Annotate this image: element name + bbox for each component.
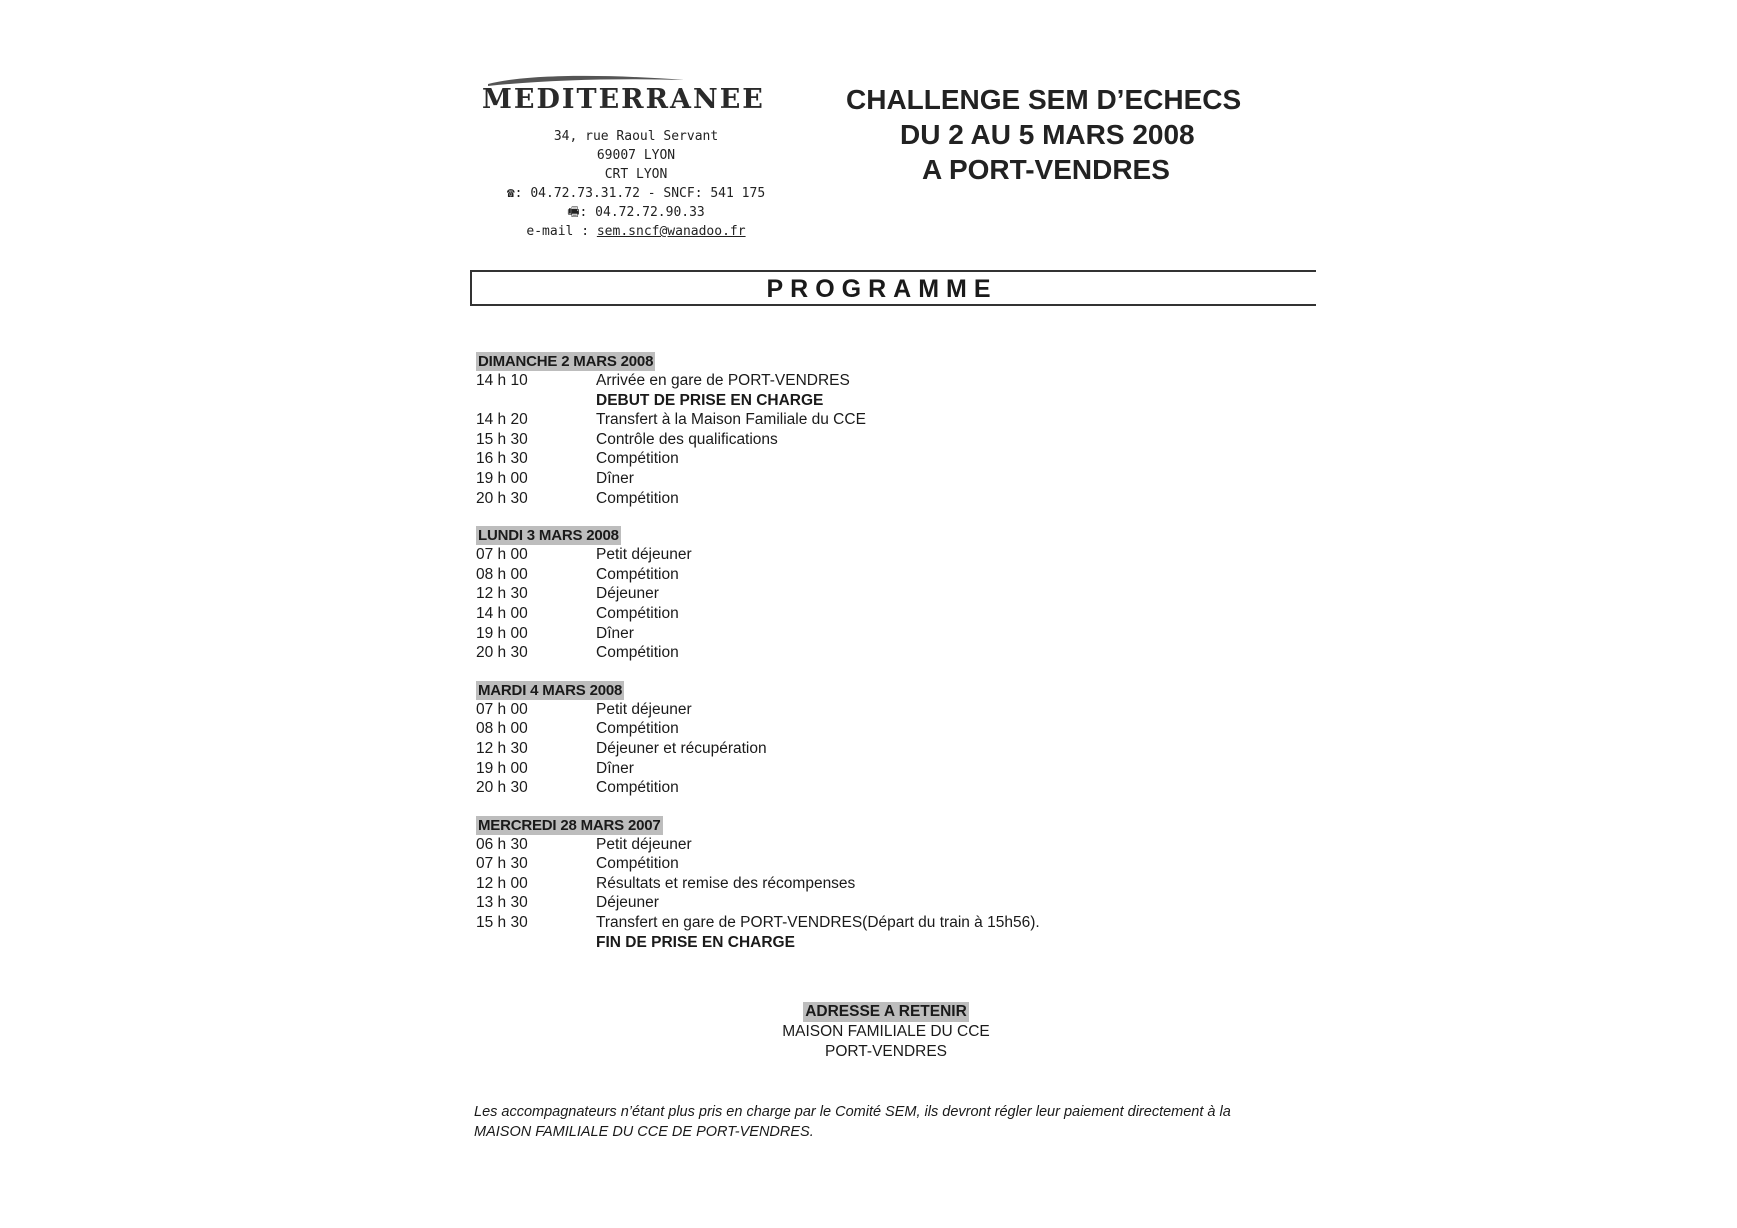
schedule-row [476, 430, 1316, 450]
schedule-activity: Dîner [596, 624, 634, 642]
document-page [446, 72, 1316, 1162]
schedule-time: 20 h 30 [476, 644, 528, 662]
schedule-activity: Compétition [596, 720, 679, 738]
schedule-row [476, 893, 1316, 913]
footer-line: MAISON FAMILIALE DU CCE DE PORT-VENDRES. [474, 1124, 814, 1140]
schedule-time: 19 h 00 [476, 469, 528, 487]
schedule-activity: Déjeuner et récupération [596, 739, 767, 757]
schedule-time: 14 h 20 [476, 411, 528, 429]
schedule-row [476, 489, 1316, 509]
schedule-activity: Petit déjeuner [596, 835, 692, 853]
schedule-row [476, 719, 1316, 739]
schedule-time: 08 h 00 [476, 720, 528, 738]
schedule-activity: Transfert à la Maison Familiale du CCE [596, 411, 866, 429]
schedule-row [476, 410, 1316, 430]
schedule-activity: Compétition [596, 644, 679, 662]
schedule-time: 15 h 30 [476, 430, 528, 448]
email-line [476, 222, 796, 241]
address-line: 34, rue Raoul Servant [553, 129, 719, 144]
email-label: e-mail : [526, 224, 590, 239]
schedule-time: 19 h 00 [476, 759, 528, 777]
day-section [476, 352, 1316, 508]
title-line: A PORT-VENDRES [922, 154, 1170, 185]
schedule-activity: Contrôle des qualifications [596, 430, 778, 448]
schedule-time: 19 h 00 [476, 624, 528, 642]
schedule-activity: Compétition [596, 604, 679, 622]
schedule-time: 12 h 30 [476, 585, 528, 603]
schedule-time: 12 h 30 [476, 739, 528, 757]
address-line: PORT-VENDRES [824, 1043, 948, 1060]
address-line: CRT LYON [604, 167, 668, 182]
schedule-row [476, 835, 1316, 855]
day-title: MARDI 4 MARS 2008 [478, 681, 623, 699]
title-line: DU 2 AU 5 MARS 2008 [900, 119, 1195, 150]
footer-line: Les accompagnateurs n’étant plus pris en charge par le Comité SEM, ils devront régler leur paiement directement à la [474, 1104, 1231, 1120]
sender-address [476, 127, 796, 241]
day-section [476, 816, 1316, 953]
schedule-time: 12 h 00 [476, 874, 528, 892]
address-line: MAISON FAMILIALE DU CCE [782, 1023, 990, 1040]
schedule-time: 07 h 30 [476, 855, 528, 873]
schedule-row [476, 565, 1316, 585]
schedule-activity: Petit déjeuner [596, 546, 692, 564]
schedule-row [476, 854, 1316, 874]
schedule-time: 16 h 30 [476, 450, 528, 468]
day-title: DIMANCHE 2 MARS 2008 [478, 353, 654, 370]
address-line: 69007 LYON [596, 148, 676, 163]
schedule-activity: Compétition [596, 489, 679, 507]
schedule-row [476, 933, 1316, 953]
schedule-row [476, 604, 1316, 624]
schedule-time: 15 h 30 [476, 914, 528, 932]
schedule-activity: Déjeuner [596, 585, 659, 603]
schedule-time: 07 h 00 [476, 546, 528, 564]
phone-line: ☎: 04.72.73.31.72 - SNCF: 541 175 [506, 186, 766, 201]
schedule-row [476, 700, 1316, 720]
logo-text: MEDITERRANEE [482, 84, 765, 115]
schedule-activity: DEBUT DE PRISE EN CHARGE [596, 391, 824, 409]
email-link[interactable]: sem.sncf@wanadoo.fr [596, 224, 746, 239]
schedule-row [476, 391, 1316, 411]
address-to-remember [696, 1002, 1076, 1062]
schedule-activity: Compétition [596, 450, 679, 468]
schedule-time: 20 h 30 [476, 779, 528, 797]
schedule-activity: Arrivée en gare de PORT-VENDRES [596, 372, 850, 389]
schedule-activity: Compétition [596, 855, 679, 873]
schedule-row [476, 913, 1316, 933]
schedule-row [476, 371, 1316, 391]
schedule-row [476, 643, 1316, 663]
schedule-time [476, 391, 596, 411]
schedule-time: 06 h 30 [476, 835, 528, 853]
schedule-activity: Transfert en gare de PORT-VENDRES(Départ du train à 15h56). [596, 914, 1040, 932]
schedule [476, 352, 1316, 970]
programme-title: PROGRAMME [766, 275, 998, 303]
footer-note [474, 1102, 1316, 1142]
day-section [476, 681, 1316, 798]
schedule-activity: Dîner [596, 469, 634, 487]
schedule-time: 07 h 00 [476, 700, 528, 718]
schedule-activity: Compétition [596, 779, 679, 797]
title-line: CHALLENGE SEM D’ECHECS [846, 84, 1242, 115]
schedule-row [476, 469, 1316, 489]
schedule-time: 20 h 30 [476, 489, 528, 507]
schedule-activity: Dîner [596, 759, 634, 777]
schedule-row [476, 778, 1316, 798]
schedule-activity: Compétition [596, 565, 679, 583]
schedule-time [476, 933, 596, 953]
day-title: MERCREDI 28 MARS 2007 [478, 816, 661, 834]
schedule-activity: Déjeuner [596, 894, 659, 912]
schedule-row [476, 759, 1316, 779]
schedule-row [476, 584, 1316, 604]
schedule-time: 14 h 00 [476, 604, 528, 622]
schedule-time: 14 h 10 [476, 372, 528, 389]
programme-banner [470, 270, 1316, 306]
schedule-row [476, 449, 1316, 469]
fax-line: 🖷: 04.72.72.90.33 [567, 205, 705, 220]
day-title: LUNDI 3 MARS 2008 [478, 527, 619, 545]
schedule-row [476, 545, 1316, 565]
schedule-row [476, 624, 1316, 644]
address-heading: ADRESSE A RETENIR [805, 1003, 967, 1020]
day-section [476, 526, 1316, 663]
schedule-time: 13 h 30 [476, 894, 528, 912]
schedule-activity: Résultats et remise des récompenses [596, 874, 856, 892]
schedule-row [476, 739, 1316, 759]
document-title [846, 82, 1316, 187]
schedule-row [476, 874, 1316, 894]
schedule-activity: FIN DE PRISE EN CHARGE [596, 933, 795, 951]
schedule-activity: Petit déjeuner [596, 700, 692, 718]
schedule-time: 08 h 00 [476, 565, 528, 583]
